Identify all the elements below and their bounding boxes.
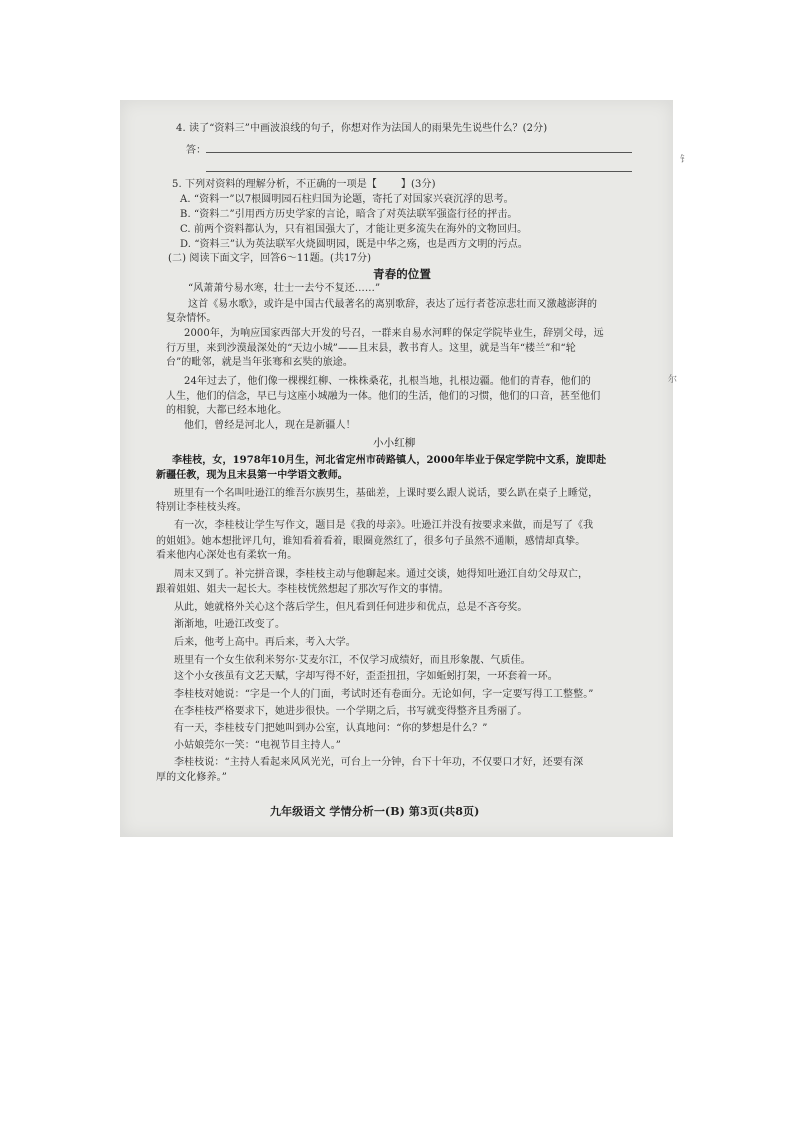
story-line: 有一天，李桂枝专门把她叫到办公室，认真地问：“你的梦想是什么？”	[174, 723, 488, 734]
story-line: 班里有一个名叫吐逊江的维吾尔族男生，基础差，上课时要么跟人说话，要么趴在桌子上睡觉，	[174, 488, 599, 499]
story-line: 小姑娘莞尔一笑：“电视节目主持人。”	[174, 740, 342, 751]
story-line: 从此，她就格外关心这个落后学生，但凡看到任何进步和优点，总是不吝夸奖。	[174, 602, 528, 613]
question-5-stem: 5. 下列对资料的理解分析，不正确的一项是【	[172, 179, 377, 190]
story-line: 有一次，李桂枝让学生写作文，题目是《我的母亲》。吐逊江并没有按要求来做，而是写了《我	[174, 520, 594, 531]
question-5-option-b: B. “资料二”引用西方历史学家的言论，暗含了对英法联军强盗行径的抨击。	[180, 209, 518, 220]
article-line: 台”的毗邻，就是当年张骞和玄奘的旅途。	[166, 357, 354, 368]
question-5-option-c: C. 前两个资料都认为，只有祖国强大了，才能让更多流失在海外的文物回归。	[180, 224, 528, 235]
story-line: 这个小女孩虽有文艺天赋，字却写得不好，歪歪扭扭，字如蚯蚓打架，一环套着一环。	[174, 671, 558, 682]
question-5-points: 】(3分)	[400, 179, 436, 190]
article-line: 的相貌，大都已经本地化。	[166, 405, 288, 416]
article-line: 人生，他们的信念，早已与这座小城融为一体。他们的生活，他们的习惯，他们的口音，甚至他们	[166, 391, 601, 402]
answer-line-2	[206, 171, 632, 172]
question-4-answer-label: 答：	[186, 145, 207, 156]
story-line: 李桂枝说：“主持人看起来风风光光，可台上一分钟，台下十年功，不仅要口才好，还要有深	[174, 757, 584, 768]
story-line: 的姐姐》。她本想批评几句，谁知看着看着，眼圈竟然红了，很多句子虽然不通顺，感情却真挚。	[156, 536, 586, 547]
edge-mark: 尔	[668, 375, 678, 385]
bio-line: 新疆任教，现为且末县第一中学语文教师。	[156, 470, 348, 481]
article-title: 青春的位置	[373, 267, 431, 281]
question-5-option-d: D. “资料三”认为英法联军火烧圆明园，既是中华之殇，也是西方文明的污点。	[180, 239, 528, 250]
article-subtitle: 小小红柳	[373, 437, 416, 449]
story-line: 周末又到了。补完拼音课，李桂枝主动与他聊起来。通过交谈，她得知吐逊江自幼父母双亡，	[174, 569, 589, 580]
article-line: 行万里，来到沙漠最深处的“天边小城”——且末县，教书育人。这里，就是当年“楼兰”和“轮	[166, 343, 576, 354]
scanned-exam-page	[120, 100, 673, 837]
article-line: 24年过去了，他们像一棵棵红柳、一株株桑花，扎根当地，扎根边疆。他们的青春，他们的	[184, 376, 591, 387]
bio-line: 李桂枝，女，1978年10月生，河北省定州市砖路镇人，2000年毕业于保定学院中文系，旋即赴	[172, 455, 607, 466]
story-line: 班里有一个女生依利米努尔·艾麦尔江，不仅学习成绩好，而且形象靓、气质佳。	[174, 655, 531, 666]
question-5-option-a: A. “资料一”以7根圆明园石柱归国为论题，寄托了对国家兴衰沉浮的思考。	[180, 194, 514, 205]
article-line: 复杂情怀。	[166, 313, 217, 324]
answer-line-1	[206, 152, 632, 153]
story-line: 看来他内心深处也有柔软一角。	[156, 550, 298, 561]
story-line: 跟着姐姐、姐夫一起长大。李桂枝恍然想起了那次写作文的事情。	[156, 584, 449, 595]
edge-mark: 钅	[680, 155, 690, 165]
section-2-intro: (二) 阅读下面文字，回答6～11题。(共17分)	[168, 253, 372, 264]
article-line: 他们，曾经是河北人，现在是新疆人！	[184, 420, 356, 431]
story-line: 渐渐地，吐逊江改变了。	[174, 619, 286, 630]
page-footer: 九年级语文 学情分析一(B) 第3页(共8页)	[270, 805, 480, 818]
article-line: 这首《易水歌》，或许是中国古代最著名的离别歌辞，表达了远行者苍凉悲壮而又激越澎湃的	[188, 299, 598, 310]
story-line: 后来，他考上高中。再后来，考入大学。	[174, 637, 356, 648]
story-line: 李桂枝对她说：“字是一个人的门面，考试时还有卷面分。无论如何，字一定要写得工工整整。”	[174, 689, 594, 700]
story-line: 在李桂枝严格要求下，她进步很快。一个学期之后，书写就变得整齐且秀丽了。	[174, 706, 528, 717]
question-4: 4. 读了“资料三”中画波浪线的句子，你想对作为法国人的雨果先生说些什么？(2分)	[176, 123, 548, 134]
story-line: 厚的文化修养。”	[156, 772, 227, 783]
article-line: 2000年，为响应国家西部大开发的号召，一群来自易水河畔的保定学院毕业生，辞别父母，远	[184, 328, 604, 339]
article-line: “风萧萧兮易水寒，壮士一去兮不复还……”	[188, 283, 381, 294]
story-line: 特别让李桂枝头疼。	[156, 502, 247, 513]
question-5	[172, 179, 436, 191]
